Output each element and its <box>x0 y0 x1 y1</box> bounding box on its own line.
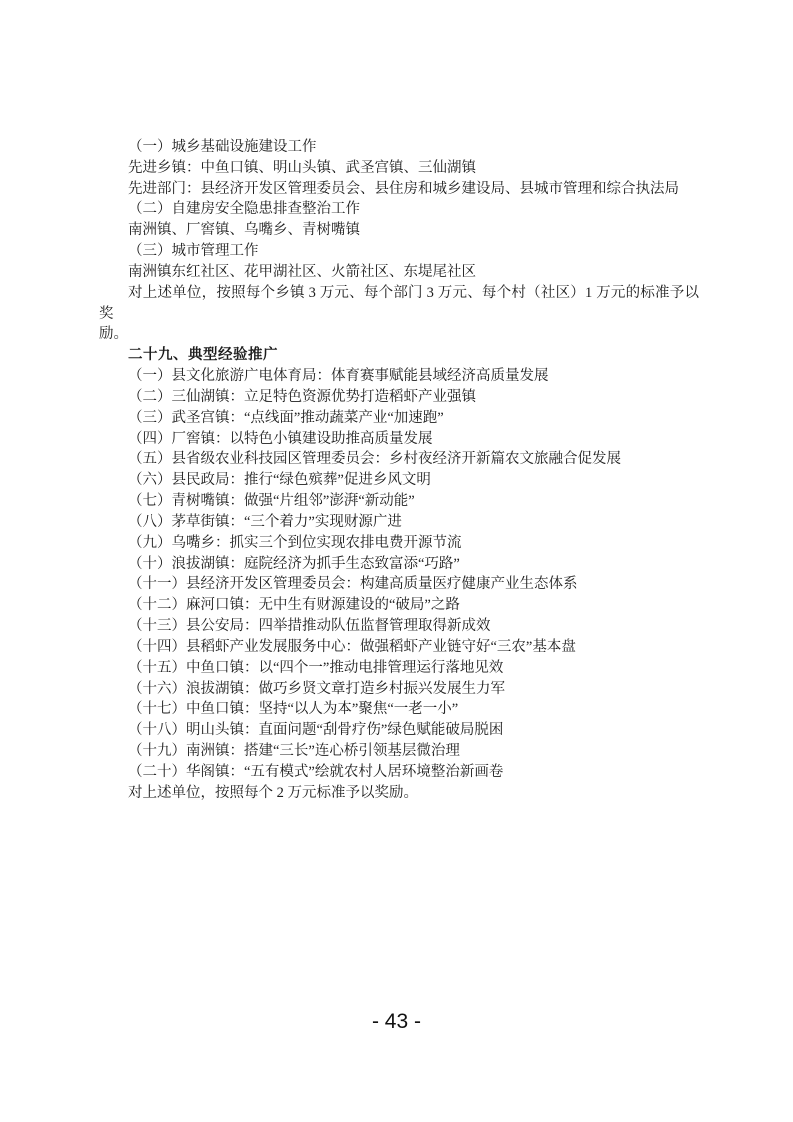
text-line: （十八）明山头镇：直面问题“刮骨疗伤”绿色赋能破局脱困 <box>128 722 504 739</box>
page-number: - 43 - <box>371 1010 421 1033</box>
text-line: （二十）华阁镇：“五有模式”绘就农村人居环境整治新画卷 <box>128 763 504 780</box>
text-line: 南洲镇东红社区、花甲湖社区、火箭社区、东堤尾社区 <box>128 263 476 280</box>
document-body <box>99 137 699 804</box>
text-line: （三）武圣宫镇：“点线面”推动蔬菜产业“加速跑” <box>128 409 444 426</box>
text-line: 对上述单位，按照每个 2 万元标准予以奖励。 <box>128 784 418 801</box>
text-line: （四）厂窖镇：以特色小镇建设助推高质量发展 <box>128 430 433 447</box>
text-line: （十九）南洲镇：搭建“三长”连心桥引领基层微治理 <box>128 743 460 760</box>
text-line: （三）城市管理工作 <box>128 243 259 260</box>
text-line: 励。 <box>99 326 128 343</box>
text-line: （二）三仙湖镇：立足特色资源优势打造稻虾产业强镇 <box>128 388 476 405</box>
text-line: （五）县省级农业科技园区管理委员会：乡村夜经济开新篇农文旅融合促发展 <box>128 451 621 468</box>
text-line: （十六）浪拔湖镇：做巧乡贤文章打造乡村振兴发展生力军 <box>128 680 505 697</box>
text-line: （十四）县稻虾产业发展服务中心：做强稻虾产业链守好“三农”基本盘 <box>128 638 576 655</box>
text-line: （十一）县经济开发区管理委员会：构建高质量医疗健康产业生态体系 <box>128 576 578 593</box>
text-line: 先进乡镇：中鱼口镇、明山头镇、武圣宫镇、三仙湖镇 <box>128 159 476 176</box>
text-line: 先进部门：县经济开发区管理委员会、县住房和城乡建设局、县城市管理和综合执法局 <box>128 180 679 197</box>
text-line: （八）茅草街镇：“三个着力”实现财源广进 <box>128 513 402 530</box>
text-line: （十二）麻河口镇：无中生有财源建设的“破局”之路 <box>128 597 460 614</box>
text-line: （二）自建房安全隐患排查整治工作 <box>128 201 360 218</box>
text-line: （十七）中鱼口镇：坚持“以人为本”聚焦“一老一小” <box>128 701 459 718</box>
text-line: （一）县文化旅游广电体育局：体育赛事赋能县域经济高质量发展 <box>128 368 549 385</box>
section-heading: 二十九、典型经验推广 <box>128 347 278 364</box>
text-line: （一）城乡基础设施建设工作 <box>128 139 317 155</box>
text-line: 对上述单位，按照每个乡镇 3 万元、每个部门 3 万元、每个村（社区）1 万元的标准予以奖 <box>99 284 699 322</box>
text-line: （十）浪拔湖镇：庭院经济为抓手生态致富添“巧路” <box>128 555 460 572</box>
text-line: （六）县民政局：推行“绿色殡葬”促进乡风文明 <box>128 472 431 489</box>
text-line: 南洲镇、厂窖镇、乌嘴乡、青树嘴镇 <box>128 222 360 239</box>
text-line: （九）乌嘴乡：抓实三个到位实现农排电费开源节流 <box>128 534 462 551</box>
text-line: （十五）中鱼口镇：以“四个一”推动电排管理运行落地见效 <box>128 659 504 676</box>
text-line: （十三）县公安局：四举措推动队伍监督管理取得新成效 <box>128 618 491 635</box>
text-line: （七）青树嘴镇：做强“片组邻”澎湃“新动能” <box>128 493 415 510</box>
